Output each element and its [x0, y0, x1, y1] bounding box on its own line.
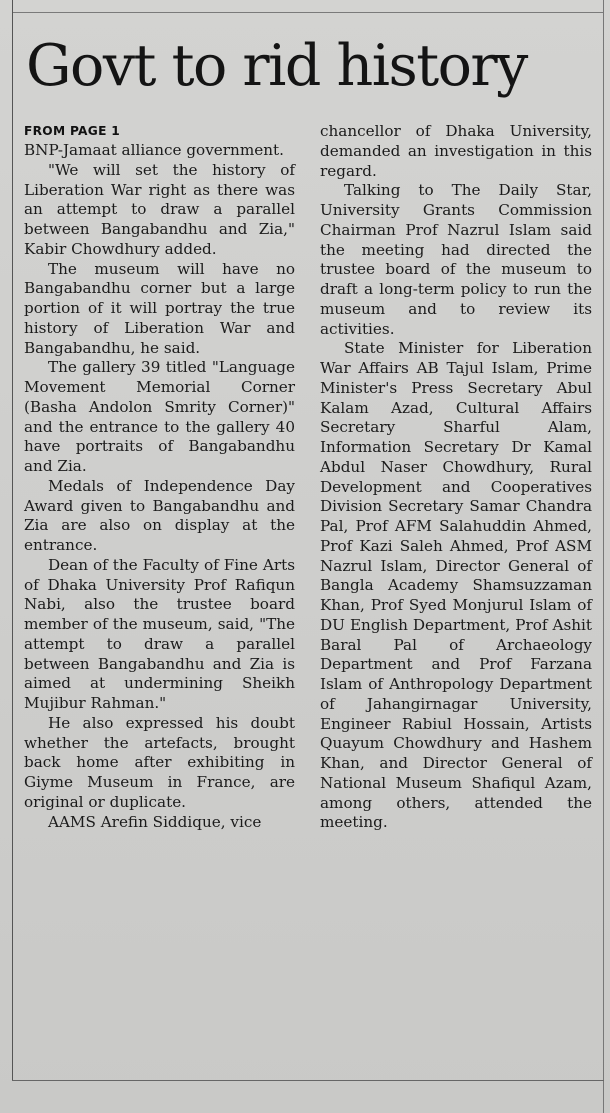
paragraph: chancellor of Dhaka University, demanded an investigation in this regard. [320, 122, 592, 180]
paragraph: State Minister for Liberation War Affairs AB Tajul Islam, Prime Minister's Press Secretary Abul Kalam Azad, Cultural Affairs Secretary Sharful Alam, Information Secretary Dr Kamal Abdul Naser Chowdhury, Rural Development and Cooperatives Division Secretary Samar Chandra Pal, Prof AFM Salahuddin Ahmed, Prof Kazi Saleh Ahmed, Prof ASM Nazrul Islam, Director General of Bangla Academy Shamsuzzaman Khan, Prof Syed Monjurul Islam of DU English Department, Prof Ashit Baral Pal of Archaeology Department and Prof Farzana Islam of Anthropology Department of Jahangirnagar University, Engineer Rabiul Hossain, Artists Quayum Chowdhury and Hashem Khan, and Director General of National Museum Shafiqul Azam, among others, attended the meeting. [320, 339, 592, 832]
article-column-2 [320, 122, 592, 833]
paragraph: Medals of Independence Day Award given to Bangabandhu and Zia are also on display at the entrance. [24, 476, 295, 554]
paragraph: "We will set the history of Liberation War right as there was an attempt to draw a parallel between Bangabandhu and Zia," Kabir Chowdhury added. [24, 160, 295, 258]
left-column-rule [12, 0, 13, 1080]
article-column-1 [24, 122, 295, 832]
paragraph: Talking to The Daily Star, University Grants Commission Chairman Prof Nazrul Islam said the meeting had directed the trustee board of the museum to draft a long-term policy to run the museum and to review its activities. [320, 181, 592, 338]
paragraph: Dean of the Faculty of Fine Arts of Dhaka University Prof Rafiqun Nabi, also the trustee board member of the museum, said, "The attempt to draw a parallel between Bangabandhu and Zia is aimed at undermining Sheikh Mujibur Rahman." [24, 555, 295, 712]
top-rule [12, 12, 604, 13]
right-column-rule [603, 0, 604, 1113]
paragraph: The museum will have no Bangabandhu corner but a large portion of it will portray the true history of Liberation War and Bangabandhu, he said. [24, 259, 295, 357]
paragraph: The gallery 39 titled "Language Movement Memorial Corner (Basha Andolon Smrity Corner)" and the entrance to the gallery 40 have portraits of Bangabandhu and Zia. [24, 358, 295, 475]
bottom-rule [12, 1080, 604, 1081]
paragraph: BNP-Jamaat alliance government. [24, 141, 284, 159]
headline: Govt to rid history [26, 33, 527, 99]
paragraph: He also expressed his doubt whether the artefacts, brought back home after exhibiting in Giyme Museum in France, are original or duplicate. [24, 713, 295, 811]
continuation-kicker: FROM PAGE 1 [24, 124, 121, 138]
paragraph: AAMS Arefin Siddique, vice [48, 812, 262, 831]
